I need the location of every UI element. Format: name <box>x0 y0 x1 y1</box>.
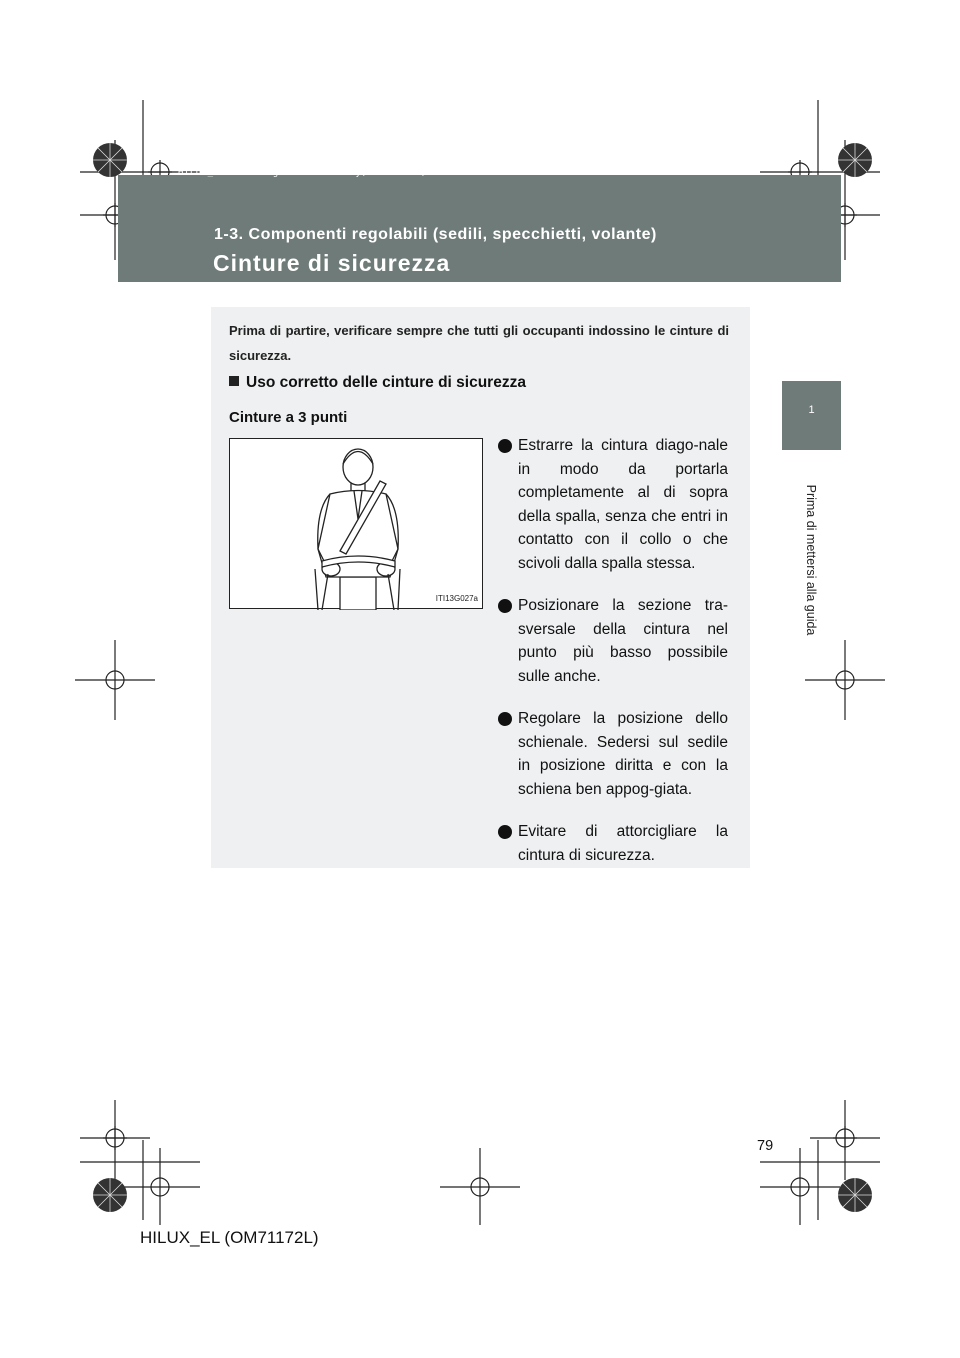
intro-text: Prima di partire, verificare sempre che tutti gli occupanti indossino le cinture di sicurezza. <box>229 323 729 363</box>
list-item-text: Evitare di attorcigliare la cintura di sicurezza. <box>518 823 728 864</box>
chapter-tab-label: Prima di mettersi alla guida <box>804 484 818 636</box>
section-heading <box>229 374 526 392</box>
bullet-dot-icon <box>498 599 512 613</box>
bullet-dot-icon <box>498 712 512 726</box>
page-title: Cinture di sicurezza <box>213 250 451 276</box>
bullet-dot-icon <box>498 825 512 839</box>
list-item <box>498 820 728 867</box>
seated-person-drawing <box>230 439 484 610</box>
list-item <box>498 434 728 575</box>
square-bullet-icon <box>229 376 239 386</box>
book-info-stamp: HILUX_EL.book Page 79 Wednesday, March 23, 2011 3:30 PM <box>178 168 504 178</box>
bullet-dot-icon <box>498 439 512 453</box>
list-item-text: Estrarre la cintura diago-nale in modo da portarla completamente al di sopra della spalla, senza che entri in contatto con il collo o che scivoli dalla spalla stessa. <box>518 437 728 572</box>
seatbelt-illustration <box>229 438 483 609</box>
section-title: 1-3. Componenti regolabili (sedili, specchietti, volante) <box>214 226 657 243</box>
illustration-code: ITI13G027a <box>435 594 478 603</box>
list-item <box>498 707 728 801</box>
subsection-heading: Cinture a 3 punti <box>229 409 348 426</box>
page-number: 79 <box>757 1138 774 1154</box>
bullet-list <box>498 434 728 867</box>
list-item-text: Regolare la posizione dello schienale. Sedersi sul sedile in posizione diritta e con la schiena ben appog-giata. <box>518 710 728 798</box>
list-item <box>498 594 728 688</box>
chapter-tab-number: 1 <box>808 404 815 416</box>
document-code: HILUX_EL (OM71172L) <box>140 1228 319 1247</box>
section-heading-text: Uso corretto delle cinture di sicurezza <box>246 374 526 391</box>
list-item-text: Posizionare la sezione tra-sversale della cintura nel punto più basso possibile sulle anche. <box>518 597 728 685</box>
